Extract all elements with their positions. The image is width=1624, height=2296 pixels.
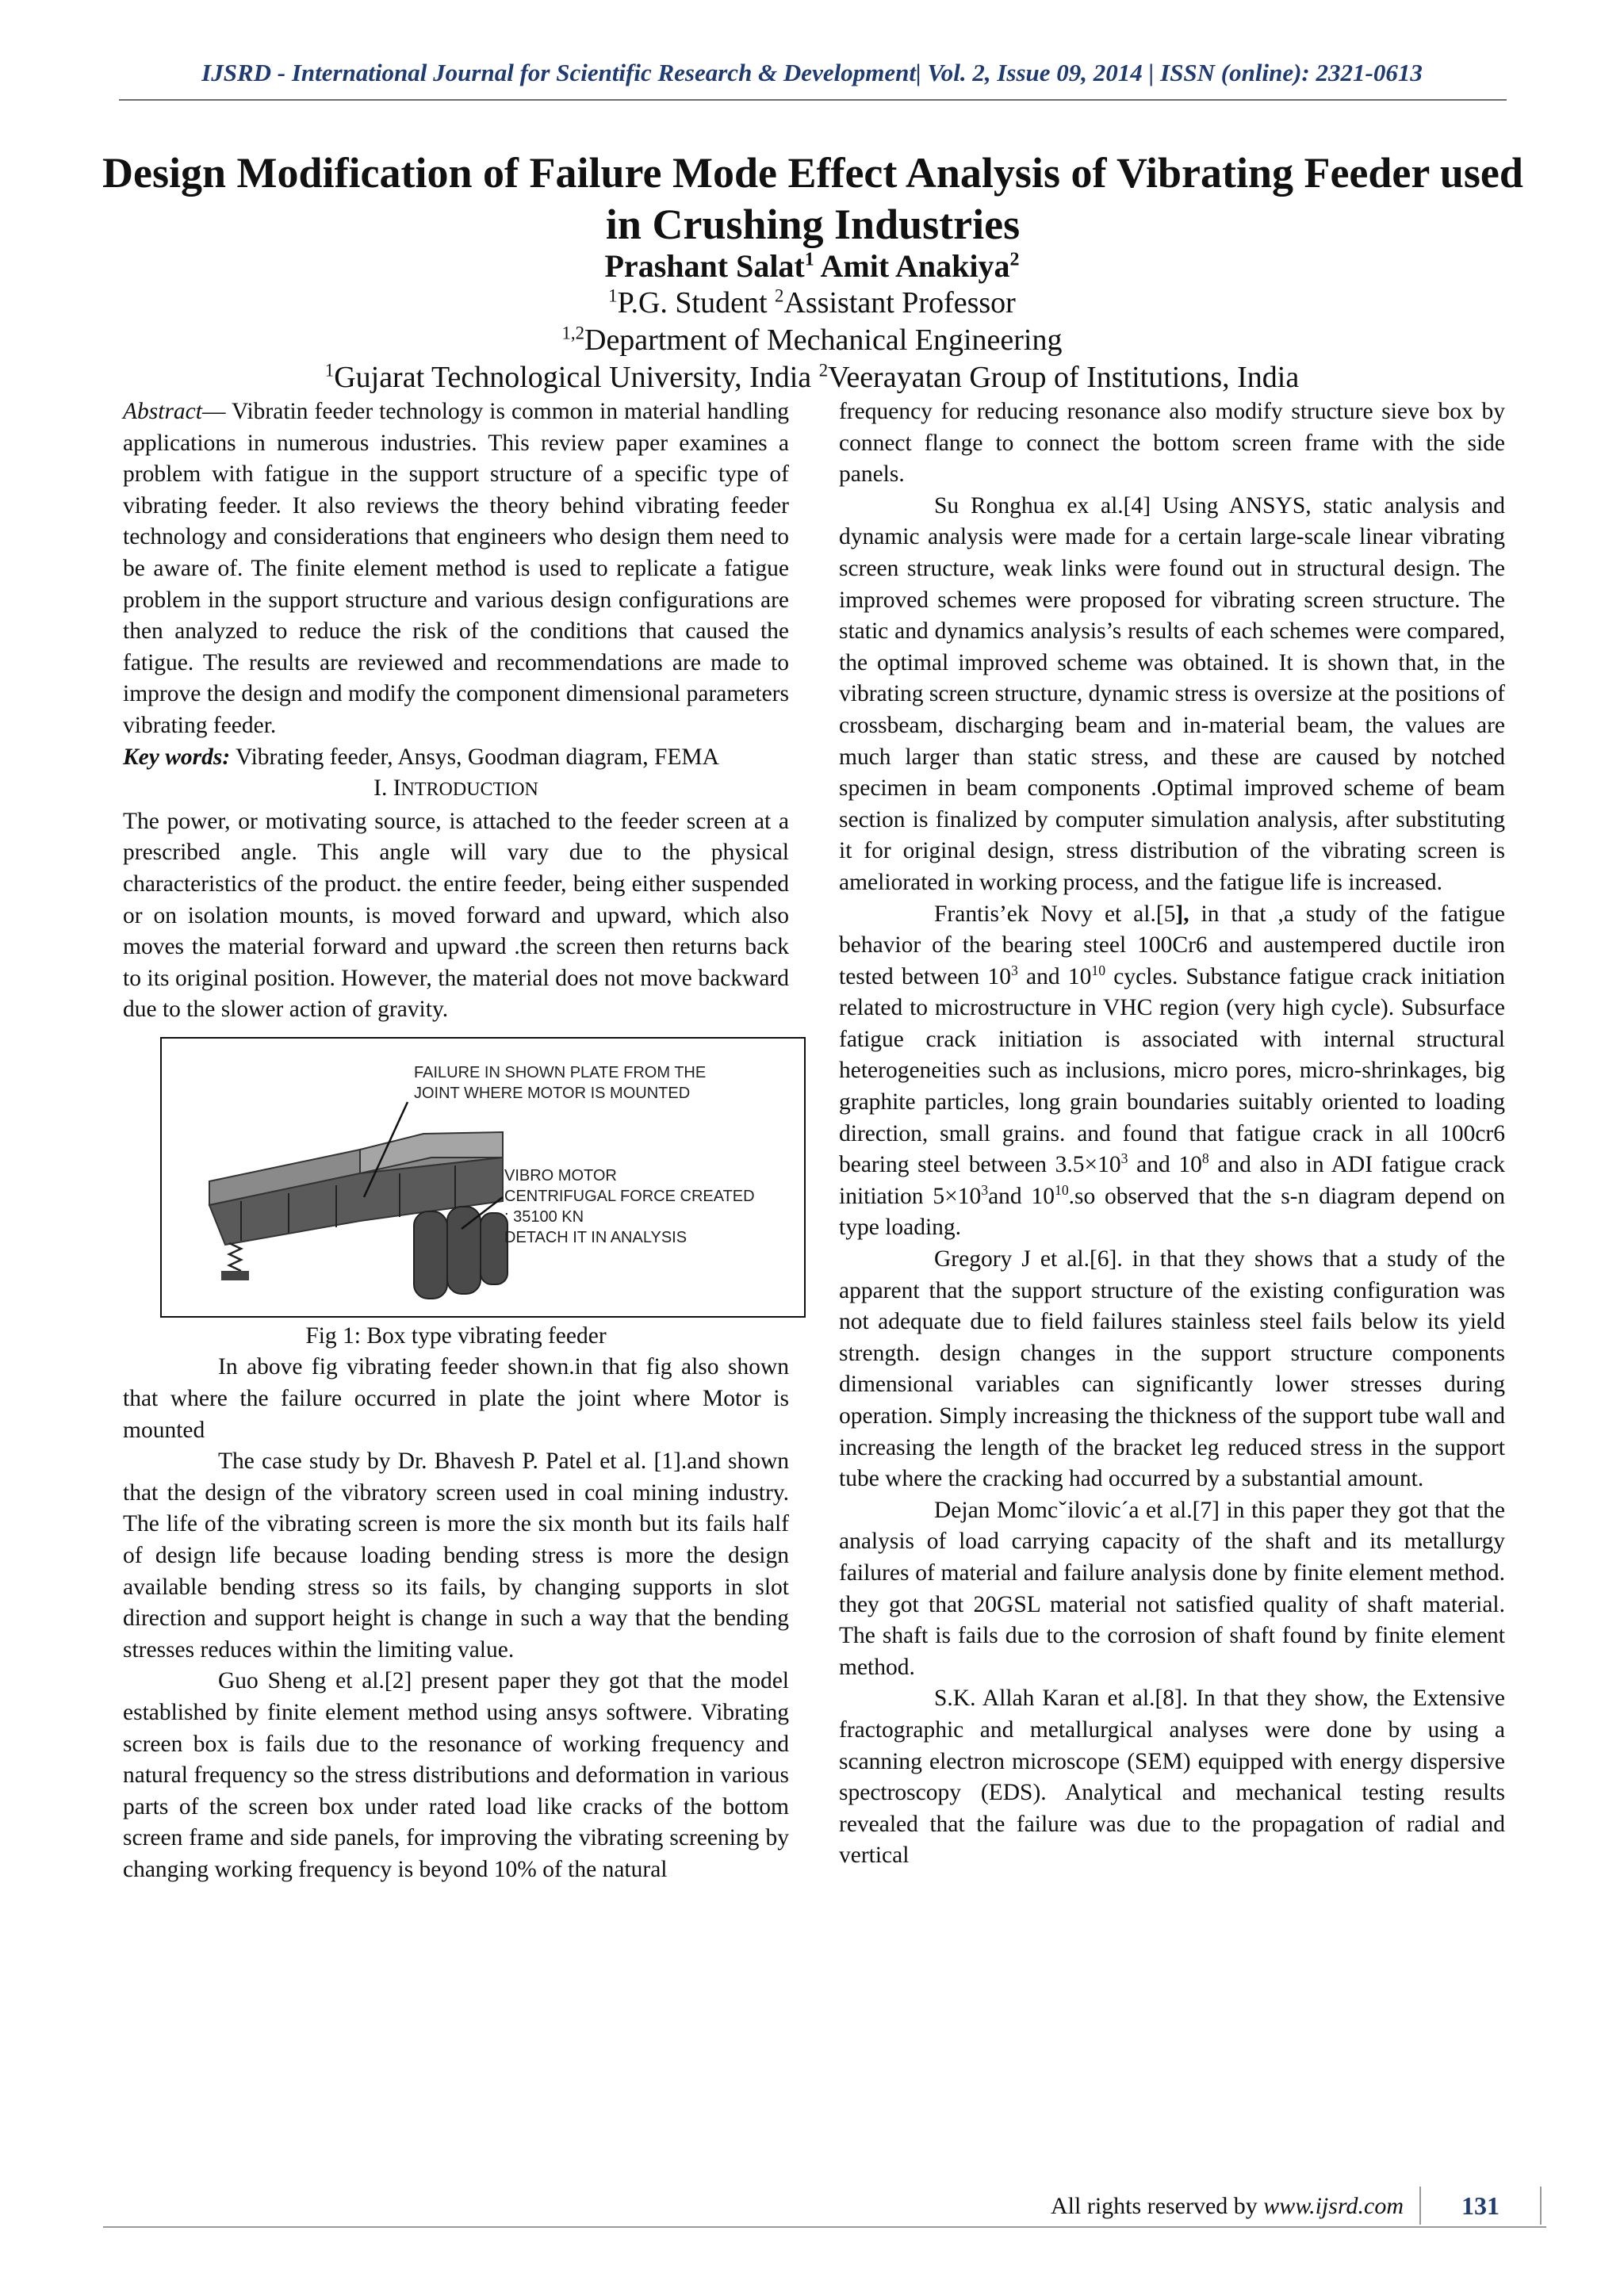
role-1-sup: 1 [608,285,618,306]
abstract-label: Abstract [123,399,202,424]
p3-sup-5: 3 [981,1182,989,1199]
author-line [0,247,1624,285]
role-2-sup: 2 [775,285,784,306]
p3-text-o: .so observed that the s-n diagram depend on type loading. [839,1183,1506,1241]
keywords [123,742,789,774]
abstract-text: Vibratin feeder technology is common in material handling applications in numerous industries. This review paper examines a problem with fatigue in the support structure of a specific type of vibrating feeder. It also reviews the theory behind vibrating feeder technology and considerations that engineers who design them need to be aware of. The finite element method is used to replicate a fatigue problem in the support structure and various design configurations are then analyzed to reduce the risk of the conditions that caused the fatigue. The results are reviewed and recommendations are made to improve the design and modify the component dimensional parameters vibrating feeder. [123,399,790,738]
page-number: 131 [1419,2187,1542,2225]
section-heading-introduction [123,773,789,806]
section-first-letter: I [393,775,401,802]
p3-text-c: in that ,a study of the fatigue behavior of the bearing steel 100Cr6 and austempered ductile iron tested between 10 [839,901,1506,989]
intro-paragraph-3: The case study by Dr. Bhavesh P. Patel et al. [1].and shown that the design of the vibratory screen used in coal mining industry. The life of the vibrating screen is more the six month but its fails half of design life because loading bending stress is more the design available bending stress so its fails, by changing supports in slot direction and support height is change in such a way that the bending stresses reduces within the limiting value. [123,1448,789,1663]
p3-sup-6: 10 [1054,1182,1069,1199]
footer-rights-text: All rights reserved by [1051,2193,1264,2219]
figure-label-motor: VIBRO MOTOR CENTRIFUGAL FORCE CREATED : 35100 KN DETACH IT IN ANALYSIS [504,1166,755,1246]
affil-2-sup: 2 [818,360,829,381]
role-2: Assistant Professor [783,286,1016,320]
author-roles [0,285,1624,320]
p3-sup-2: 10 [1091,962,1106,978]
p3-text-i: and 10 [1128,1152,1202,1178]
p3-sup-4: 8 [1201,1150,1209,1167]
p3-sup-1: 3 [1011,962,1018,978]
section-rest: NTRODUCTION [400,779,538,801]
p3-text-e: and 10 [1017,963,1092,989]
p3-text-a: Frantis’ek Novy et al.[5 [934,901,1176,927]
affil-2: Veerayatan Group of Institutions, India [828,361,1300,394]
p3-text-m: and 10 [988,1183,1055,1209]
department [0,323,1624,358]
footer-rule [103,2226,1546,2228]
footer-rights [904,2193,1404,2220]
affil-1: Gujarat Technological University, India [334,361,819,394]
footer-url[interactable]: www.ijsrd.com [1263,2193,1404,2219]
affil-1-sup: 1 [324,360,335,381]
intro-paragraph-4: Guo Sheng et al.[2] present paper they got that the model established by finite element method using ansys softwere. Vibrating screen box is fails due to the resonance of working frequency and natural frequency so the stress distributions and deformation in various parts of the screen box under rated load like cracks of the bottom screen frame and side panels, for improving the vibrating screening by changing working frequency is beyond 10% of the natural [123,1668,789,1882]
running-header: IJSRD - International Journal for Scientific Research & Development| Vol. 2, Issue 09, 2014 | ISSN (online): 2321-0613 [201,59,1423,86]
p3-bold-ref: ], [1175,901,1189,927]
right-paragraph-2: Su Ronghua ex al.[4] Using ANSYS, static analysis and dynamic analysis were made for a certain large-scale linear vibrating screen structure, weak links were found out in structural design. The improved schemes were proposed for vibrating screen structure. The static and dynamics analysis’s results of each schemes were compared, the optimal improved scheme was obtained. It is shown that, in the vibrating screen structure, dynamic stress is oversize at the positions of crossbeam, discharging beam and in-material beam, the values are much larger than static stress, and these are caused by notched specimen in beam components .Optimal improved scheme of beam section is finalized by computer simulation analysis, after substituting it for original design, stress distribution of the vibrating screen is ameliorated in working process, and the fatigue life is increased. [839,492,1505,895]
figure-box [160,1037,806,1318]
author-2: Amit Anakiya [820,248,1010,284]
p3-text-g: cycles. Substance fatigue crack initiation related to microstructure in VHC region (very high cycle). Subsurface fatigue crack initiation is associated with internal structural heterogeneities such as inclusions, micro pores, micro-shrinkages, big graphite particles, long grain boundaries suitably oriented to loading direction, small grains. and found that fatigue crack in all 100cr6 bearing steel between 3.5×10 [839,963,1506,1178]
author-1-sup: 1 [804,249,814,270]
p3-text-k: and also in ADI fatigue crack initiation 5×10 [839,1152,1506,1209]
right-paragraph-3 [839,899,1505,1245]
right-paragraph-6: S.K. Allah Karan et al.[8]. In that they show, the Extensive fractographic and metallurgical analyses were done by using a scanning electron microscope (SEM) equipped with energy dispersive spectroscopy (EDS). Analytical and mechanical testing results revealed that the failure was due to the propagation of radial and vertical [839,1686,1505,1869]
dept-sup: 1,2 [561,323,584,343]
section-number: I. [373,775,393,802]
keywords-text: Vibrating feeder, Ansys, Goodman diagram, FEMA [230,744,719,770]
abstract-dash: — [201,399,232,424]
role-1: P.G. Student [617,286,776,320]
p3-sup-3: 3 [1120,1150,1128,1167]
right-column [839,396,1505,1872]
dept-name: Department of Mechanical Engineering [584,323,1063,357]
abstract [123,396,789,742]
figure-label-failure: FAILURE IN SHOWN PLATE FROM THE JOINT WHERE MOTOR IS MOUNTED [414,1063,707,1102]
header-rule [119,99,1507,101]
paper-title: Design Modification of Failure Mode Effect Analysis of Vibrating Feeder used in Crushing Industries [102,149,1523,248]
affiliations [0,360,1624,395]
author-2-sup: 2 [1009,249,1020,270]
right-paragraph-1: frequency for reducing resonance also modify structure sieve box by connect flange to connect the bottom screen frame with the side panels. [839,399,1505,488]
intro-paragraph-1: The power, or motivating source, is attached to the feeder screen at a prescribed angle. This angle will vary due to the physical characteristics of the product. the entire feeder, being either suspended or on isolation mounts, is moved forward and upward, which also moves the material forward and upward .the screen then returns back to its original position. However, the material does not move backward due to the slower action of gravity. [123,808,789,1023]
left-column [123,396,789,1886]
author-1: Prashant Salat [604,248,805,284]
figure-caption: Fig 1: Box type vibrating feeder [305,1322,607,1349]
intro-paragraph-2: In above fig vibrating feeder shown.in that fig also shown that where the failure occurred in plate the joint where Motor is mounted [123,1354,789,1443]
right-paragraph-5: Dejan Momcˇilovic´a et al.[7] in this paper they got that the analysis of load carrying capacity of the shaft and its metallurgy failures of material and failure analysis done by finite element method. they got that 20GSL material not satisfied quality of shaft material. The shaft is fails due to the corrosion of shaft found by finite element method. [839,1497,1505,1680]
keywords-label: Key words: [123,744,231,770]
right-paragraph-4: Gregory J et al.[6]. in that they shows that a study of the apparent that the support structure of the existing configuration was not adequate due to field failures stainless steel fails below its yield strength. design changes in the support structure components dimensional variables can significantly lower stresses during operation. Simply increasing the thickness of the support tube wall and increasing the length of the bracket leg reduced stress in the support tube where the cracking had occurred by a substantial amount. [839,1246,1505,1492]
